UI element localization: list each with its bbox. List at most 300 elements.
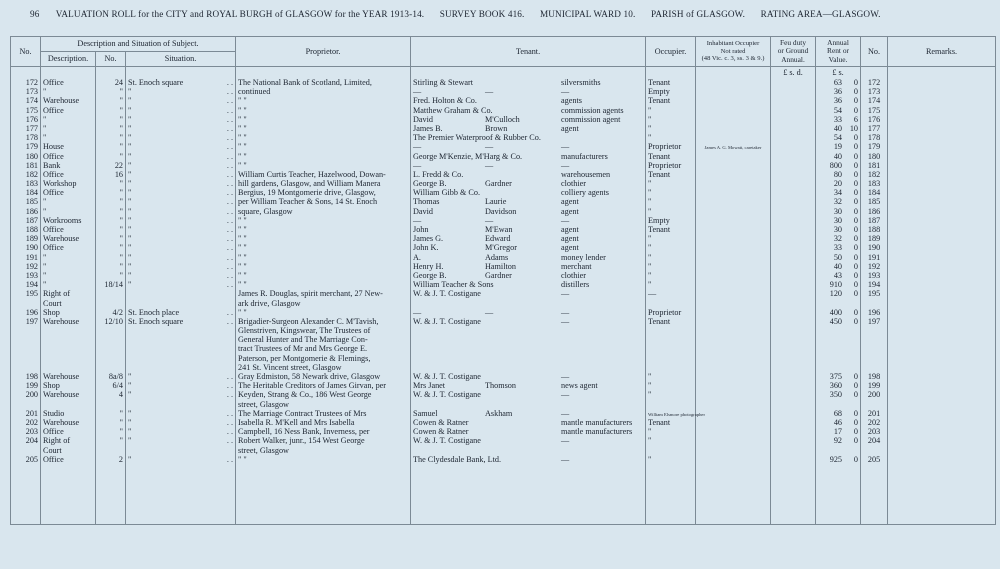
- situation: ": [128, 408, 132, 418]
- entry-number: 174: [25, 96, 38, 106]
- annual-rent: 92: [833, 436, 843, 446]
- entry-number: 178: [25, 133, 38, 143]
- rent-shillings: 0: [853, 289, 859, 299]
- proprietor: square, Glasgow: [238, 206, 293, 216]
- rent-shillings: 0: [853, 142, 859, 152]
- table-row: 182 Office 16 " . . William Curtis Teacher, Hazelwood, Dowan- L. Fredd & Co. warehousemen Tenant 80 0 182: [11, 170, 996, 179]
- entry-number: 200: [25, 390, 38, 400]
- tenant-name: George B.: [413, 179, 447, 189]
- occupier: ": [648, 123, 652, 133]
- entry-number-right: 198: [867, 372, 881, 382]
- entry-number-right: 200: [867, 390, 881, 400]
- occupier: ": [648, 261, 652, 271]
- annual-rent: 40: [833, 261, 843, 271]
- annual-rent: 46: [833, 417, 843, 427]
- proprietor: " ": [238, 105, 247, 115]
- tenant-name: David: [413, 114, 434, 124]
- entry-number: 195: [25, 289, 38, 299]
- table-row: 186 " " " . . square, Glasgow David Davidson agent " 30 0 186: [11, 207, 996, 216]
- tenant-surname: Brown: [485, 123, 508, 133]
- annual-rent: 17: [833, 427, 843, 437]
- annual-rent: 33: [833, 114, 843, 124]
- col-occupier: Occupier.: [646, 37, 696, 67]
- street-number: ": [119, 427, 123, 437]
- tenant-name: —: [413, 87, 422, 97]
- entry-number-right: 177: [867, 123, 881, 133]
- tenant-surname: Gardner: [485, 270, 512, 280]
- street-number: 2: [118, 454, 123, 464]
- tenant-trade: —: [561, 436, 570, 446]
- annual-rent: 910: [829, 280, 843, 290]
- entry-number-right: 183: [867, 179, 881, 189]
- col-proprietor: Proprietor.: [236, 37, 411, 67]
- table-row: 190 Office " " . . " " John K. M'Gregor agent " 33 0 190: [11, 243, 996, 252]
- description: Office: [43, 454, 64, 464]
- tenant-trade: warehousemen: [561, 169, 611, 179]
- street-number: ": [119, 114, 123, 124]
- situation: ": [128, 114, 132, 124]
- situation: ": [128, 96, 132, 106]
- table-row: 184 Office " " . . Bergius, 19 Montgomerie drive, Glasgow, William Gibb & Co. colliery agents " 34 0 184: [11, 188, 996, 197]
- occupier: Tenant: [648, 96, 671, 106]
- rent-shillings: 0: [853, 454, 859, 464]
- description: Right of: [43, 436, 71, 446]
- tenant-trade: —: [561, 142, 570, 152]
- tenant-surname: —: [485, 307, 494, 317]
- tenant-trade: agent: [561, 234, 579, 244]
- annual-rent: 450: [829, 316, 843, 326]
- annual-rent: 54: [833, 133, 843, 143]
- annual-rent: 34: [833, 188, 843, 198]
- table-row: 194 " 18/14 " . . " " William Teacher & Sons distillers " 910 0 194: [11, 280, 996, 289]
- entry-number-right: 203: [867, 427, 881, 437]
- tenant-name: James B.: [413, 123, 443, 133]
- street-number: 22: [114, 160, 123, 170]
- valuation-roll-table: [10, 36, 996, 525]
- entry-number-right: 178: [867, 133, 881, 143]
- street-number: ": [119, 105, 123, 115]
- situation: ": [128, 280, 132, 290]
- table-row: 204 Right of " " . . Robert Walker, junr., 154 West George W. & J. T. Costigane — " 92 0 204: [11, 436, 996, 445]
- page-header: [30, 9, 894, 19]
- tenant-name: William Teacher & Sons: [413, 280, 494, 290]
- occupier: William Elsmore photographer: [648, 411, 705, 417]
- situation: ": [128, 105, 132, 115]
- rent-line-1: Annual: [827, 38, 849, 48]
- description: Office: [43, 243, 64, 253]
- tenant-name: —: [413, 215, 422, 225]
- annual-rent: 30: [833, 206, 843, 216]
- street-number: ": [119, 215, 123, 225]
- situation: ": [128, 133, 132, 143]
- proprietor: " ": [238, 307, 247, 317]
- entry-number-right: 205: [867, 454, 881, 464]
- tenant-surname: —: [485, 160, 494, 170]
- description: Court: [43, 298, 62, 308]
- col-situation: Situation.: [126, 52, 236, 67]
- description: Studio: [43, 408, 65, 418]
- tenant-trade: commission agent: [561, 114, 621, 124]
- annual-rent: 375: [829, 372, 843, 382]
- entry-number: 186: [25, 206, 38, 216]
- rent-line-2: Rent or: [827, 46, 849, 56]
- tenant-name: A.: [413, 252, 421, 262]
- proprietor: " ": [238, 252, 247, 262]
- feu-units: £ s. d.: [771, 67, 816, 79]
- proprietor: " ": [238, 225, 247, 235]
- street-number: ": [119, 270, 123, 280]
- table-row: 192 " " " . . " " Henry H. Hamilton merchant " 40 0 192: [11, 262, 996, 271]
- occupier: Tenant: [648, 316, 671, 326]
- street-number: ": [119, 151, 123, 161]
- proprietor: " ": [238, 96, 247, 106]
- street-number: 4/2: [112, 307, 123, 317]
- annual-rent: 50: [833, 252, 843, 262]
- entry-number-right: 189: [867, 234, 881, 244]
- description: Workshop: [43, 179, 77, 189]
- occupier: ": [648, 179, 652, 189]
- street-number: 16: [114, 169, 123, 179]
- occupier: Proprietor: [648, 160, 682, 170]
- tenant-surname: Hamilton: [485, 261, 516, 271]
- street-number: ": [119, 142, 123, 152]
- street-number: 8a/8: [108, 372, 123, 382]
- table-row: 191 " " " . . " " A. Adams money lender " 50 0 191: [11, 253, 996, 262]
- situation: ": [128, 270, 132, 280]
- situation: ": [128, 372, 132, 382]
- entry-number-right: 204: [867, 436, 881, 446]
- table-row: 189 Warehouse " " . . " " James G. Edward agent " 32 0 189: [11, 234, 996, 243]
- table-row: [11, 289, 996, 298]
- roll-title: VALUATION ROLL for the CITY and ROYAL BURGH of GLASGOW for the YEAR 1913-14.: [55, 9, 425, 19]
- parish: PARISH of GLASGOW.: [650, 9, 746, 19]
- tenant-trade: —: [561, 408, 570, 418]
- description: Warehouse: [43, 96, 80, 106]
- rent-shillings: 0: [853, 78, 859, 88]
- situation: St. Enoch square: [128, 316, 184, 326]
- tenant-trade: agent: [561, 243, 579, 253]
- annual-rent: 32: [833, 234, 843, 244]
- rent-shillings: 0: [853, 408, 859, 418]
- rent-shillings: 0: [853, 316, 859, 326]
- tenant-trade: agent: [561, 225, 579, 235]
- situation: ": [128, 381, 132, 391]
- proprietor: " ": [238, 261, 247, 271]
- table-row: 187 Workrooms " " . . " " — — — Empty 30 0 187: [11, 216, 996, 225]
- proprietor: " ": [238, 123, 247, 133]
- description: Office: [43, 105, 64, 115]
- proprietor: " ": [238, 243, 247, 253]
- entry-number: 175: [25, 105, 38, 115]
- annual-rent: 33: [833, 243, 843, 253]
- tenant-surname: —: [485, 87, 494, 97]
- table-row: [11, 326, 996, 335]
- situation: ": [128, 179, 132, 189]
- description: Workrooms: [43, 215, 82, 225]
- annual-rent: 400: [829, 307, 843, 317]
- occupier: Tenant: [648, 78, 671, 88]
- proprietor: William Curtis Teacher, Hazelwood, Dowan-: [238, 169, 386, 179]
- tenant-surname: Gardner: [485, 179, 512, 189]
- description: Shop: [43, 307, 60, 317]
- street-number: 18/14: [104, 280, 123, 290]
- proprietor: " ": [238, 280, 247, 290]
- street-number: ": [119, 123, 123, 133]
- annual-rent: 32: [833, 197, 843, 207]
- proprietor: per William Teacher & Sons, 14 St. Enoch: [238, 197, 378, 207]
- tenant-trade: silversmiths: [561, 78, 601, 88]
- occupier: Tenant: [648, 169, 671, 179]
- entry-number-right: 201: [867, 408, 881, 418]
- situation: ": [128, 197, 132, 207]
- table-row: 185 " " " . . per William Teacher & Sons, 14 St. Enoch Thomas Laurie agent " 32 0 185: [11, 197, 996, 206]
- tenant-name: —: [413, 142, 422, 152]
- entry-number: 176: [25, 114, 38, 124]
- rent-shillings: 0: [853, 417, 859, 427]
- entry-number-right: 194: [867, 280, 881, 290]
- street-number: ": [119, 188, 123, 198]
- proprietor: The Marriage Contract Trustees of Mrs: [238, 408, 367, 418]
- entry-number-right: 202: [867, 417, 881, 427]
- description: ": [43, 252, 47, 262]
- tenant-name: W. & J. T. Costigane: [413, 436, 481, 446]
- tenant-surname: Davidson: [485, 206, 517, 216]
- table-row: 174 Warehouse " " . . " " Fred. Holton & Co. agents Tenant 36 0 174: [11, 96, 996, 105]
- street-number: ": [119, 252, 123, 262]
- occupier: ": [648, 436, 652, 446]
- entry-number: 182: [25, 169, 38, 179]
- entry-number: 196: [25, 307, 38, 317]
- tenant-trade: clothier: [561, 179, 587, 189]
- blank-row: [11, 464, 996, 525]
- description: Office: [43, 151, 64, 161]
- roll-entries: [11, 78, 996, 524]
- entry-number: 180: [25, 151, 38, 161]
- proprietor: Robert Walker, junr., 154 West George: [238, 436, 365, 446]
- entry-number-right: 196: [867, 307, 881, 317]
- proprietor: " ": [238, 215, 247, 225]
- rent-shillings: 0: [853, 381, 859, 391]
- entry-number-right: 175: [867, 105, 881, 115]
- tenant-name: Mrs Janet: [413, 381, 446, 391]
- rent-shillings: 0: [853, 197, 859, 207]
- rent-shillings: 0: [853, 427, 859, 437]
- street-number: ": [119, 179, 123, 189]
- tenant-name: —: [413, 307, 422, 317]
- table-row: 177 " " " . . " " James B. Brown agent " 40 10 177: [11, 124, 996, 133]
- tenant-trade: mantle manufacturers: [561, 417, 633, 427]
- situation: ": [128, 142, 132, 152]
- rent-shillings: 10: [849, 123, 859, 133]
- inhabitant-line-1: Inhabitant Occupier: [706, 40, 760, 48]
- tenant-name: The Clydesdale Bank, Ltd.: [413, 454, 502, 464]
- rent-shillings: 0: [853, 105, 859, 115]
- survey-book: SURVEY BOOK 416.: [439, 9, 525, 19]
- entry-number-right: 185: [867, 197, 881, 207]
- occupier: ": [648, 197, 652, 207]
- occupier: ": [648, 206, 652, 216]
- annual-rent: 30: [833, 225, 843, 235]
- table-row: 188 Office " " . . " " John M'Ewan agent Tenant 30 0 188: [11, 225, 996, 234]
- rent-shillings: 0: [853, 307, 859, 317]
- table-row: [11, 354, 996, 363]
- entry-number-right: 199: [867, 381, 881, 391]
- proprietor: James R. Douglas, spirit merchant, 27 New-: [238, 289, 383, 299]
- tenant-trade: manufacturers: [561, 151, 608, 161]
- description: Office: [43, 78, 64, 88]
- col-no-2: No.: [861, 37, 888, 67]
- situation: ": [128, 243, 132, 253]
- entry-number: 201: [25, 408, 38, 418]
- table-row: 199 Shop 6/4 " . . The Heritable Creditors of James Girvan, per Mrs Janet Thomson news agent " 360 0 199: [11, 381, 996, 390]
- tenant-trade: merchant: [561, 261, 592, 271]
- proprietor: Paterson, per Montgomerie & Flemings,: [238, 353, 371, 363]
- proprietor: " ": [238, 160, 247, 170]
- street-number: ": [119, 234, 123, 244]
- tenant-trade: distillers: [561, 280, 590, 290]
- entry-number: 173: [25, 87, 38, 97]
- rent-shillings: 0: [853, 96, 859, 106]
- description: Shop: [43, 381, 60, 391]
- tenant-name: W. & J. T. Costigane: [413, 390, 481, 400]
- description: ": [43, 206, 47, 216]
- occupier: ": [648, 114, 652, 124]
- rent-shillings: 0: [853, 436, 859, 446]
- proprietor: hill gardens, Glasgow, and William Manera: [238, 179, 381, 189]
- proprietor: " ": [238, 133, 247, 143]
- proprietor: " ": [238, 234, 247, 244]
- entry-number: 179: [25, 142, 38, 152]
- street-number: ": [119, 408, 123, 418]
- proprietor: " ": [238, 151, 247, 161]
- tenant-surname: M'Culloch: [485, 114, 520, 124]
- situation: ": [128, 215, 132, 225]
- tenant-name: —: [413, 160, 422, 170]
- annual-rent: 19: [833, 142, 843, 152]
- tenant-surname: M'Ewan: [485, 225, 513, 235]
- rent-shillings: 0: [853, 188, 859, 198]
- tenant-name: Samuel: [413, 408, 438, 418]
- entry-number-right: 192: [867, 261, 881, 271]
- entry-number-right: 173: [867, 87, 881, 97]
- entry-number-right: 191: [867, 252, 881, 262]
- situation: St. Enoch place: [128, 307, 180, 317]
- proprietor: Brigadier-Surgeon Alexander C. M'Tavish,: [238, 316, 379, 326]
- tenant-name: Cowen & Ratner: [413, 427, 469, 437]
- annual-rent: 40: [833, 123, 843, 133]
- table-row: 181 Bank 22 " . . " " — — — Proprietor 800 0 181: [11, 161, 996, 170]
- tenant-trade: news agent: [561, 381, 598, 391]
- situation: ": [128, 252, 132, 262]
- occupier: ": [648, 454, 652, 464]
- entry-number-right: 181: [867, 160, 881, 170]
- entry-number: 190: [25, 243, 38, 253]
- description: Warehouse: [43, 417, 80, 427]
- col-annual-rent: [816, 37, 861, 67]
- table-row: 175 Office " " . . " " Matthew Graham & Co. commission agents " 54 0 175: [11, 106, 996, 115]
- situation: ": [128, 427, 132, 437]
- occupier: ": [648, 280, 652, 290]
- rent-line-3: Value.: [828, 54, 848, 64]
- occupier: ": [648, 234, 652, 244]
- feu-line-1: Feu duty: [779, 38, 807, 48]
- table-row: 179 House " " . . " " — — — Proprietor James A. G. Mowatt, caretaker 19 0 179: [11, 142, 996, 151]
- table-row: 201 Studio " " . . The Marriage Contract Trustees of Mrs Samuel Askham — William Elsmore photographer 68 0 201: [11, 409, 996, 418]
- tenant-name: W. & J. T. Costigane: [413, 289, 481, 299]
- entry-number-right: 186: [867, 206, 881, 216]
- description: Warehouse: [43, 390, 80, 400]
- street-number: ": [119, 133, 123, 143]
- tenant-name: Cowen & Ratner: [413, 417, 469, 427]
- annual-rent: 30: [833, 215, 843, 225]
- street-number: ": [119, 436, 123, 446]
- situation: ": [128, 417, 132, 427]
- tenant-trade: —: [561, 390, 570, 400]
- tenant-surname: —: [485, 215, 494, 225]
- tenant-name: W. & J. T. Costigane: [413, 316, 481, 326]
- occupier: ": [648, 188, 652, 198]
- tenant-trade: —: [561, 372, 570, 382]
- occupier: Tenant: [648, 151, 671, 161]
- situation: ": [128, 188, 132, 198]
- tenant-trade: money lender: [561, 252, 606, 262]
- tenant-trade: mantle manufacturers: [561, 427, 633, 437]
- proprietor: 241 St. Vincent street, Glasgow: [238, 362, 342, 372]
- proprietor: Glenstriven, Kingswear, The Trustees of: [238, 326, 371, 336]
- entry-number: 202: [25, 417, 38, 427]
- proprietor: street, Glasgow: [238, 445, 289, 455]
- description: House: [43, 142, 64, 152]
- entry-number: 192: [25, 261, 38, 271]
- occupier: ": [648, 133, 652, 143]
- description: ": [43, 261, 47, 271]
- description: ": [43, 114, 47, 124]
- occupier: Empty: [648, 87, 670, 97]
- annual-rent: 36: [833, 96, 843, 106]
- rent-shillings: 0: [853, 87, 859, 97]
- annual-rent: 20: [833, 179, 843, 189]
- tenant-name: George B.: [413, 270, 447, 280]
- table-row: 183 Workshop " " . . hill gardens, Glasgow, and William Manera George B. Gardner clothier " 20 0 183: [11, 179, 996, 188]
- occupier: ": [648, 390, 652, 400]
- entry-number-right: 193: [867, 270, 881, 280]
- street-number: 24: [114, 78, 123, 88]
- tenant-surname: Thomson: [485, 381, 516, 391]
- tenant-surname: —: [485, 142, 494, 152]
- annual-rent: 43: [833, 270, 843, 280]
- situation: ": [128, 225, 132, 235]
- entry-number: 172: [25, 78, 38, 88]
- rent-shillings: 0: [853, 179, 859, 189]
- tenant-trade: colliery agents: [561, 188, 609, 198]
- annual-rent: 360: [829, 381, 843, 391]
- description: ": [43, 123, 47, 133]
- entry-number: 204: [25, 436, 38, 446]
- tenant-name: Henry H.: [413, 261, 444, 271]
- tenant-surname: Adams: [485, 252, 509, 262]
- rent-units: £ s.: [816, 67, 861, 79]
- rent-shillings: 0: [853, 206, 859, 216]
- tenant-name: Thomas: [413, 197, 440, 207]
- tenant-surname: Laurie: [485, 197, 507, 207]
- entry-number: 194: [25, 280, 38, 290]
- proprietor: " ": [238, 142, 247, 152]
- proprietor: street, Glasgow: [238, 399, 289, 409]
- col-number: No.: [96, 52, 126, 67]
- annual-rent: 40: [833, 151, 843, 161]
- street-number: ": [119, 243, 123, 253]
- rent-shillings: 0: [853, 234, 859, 244]
